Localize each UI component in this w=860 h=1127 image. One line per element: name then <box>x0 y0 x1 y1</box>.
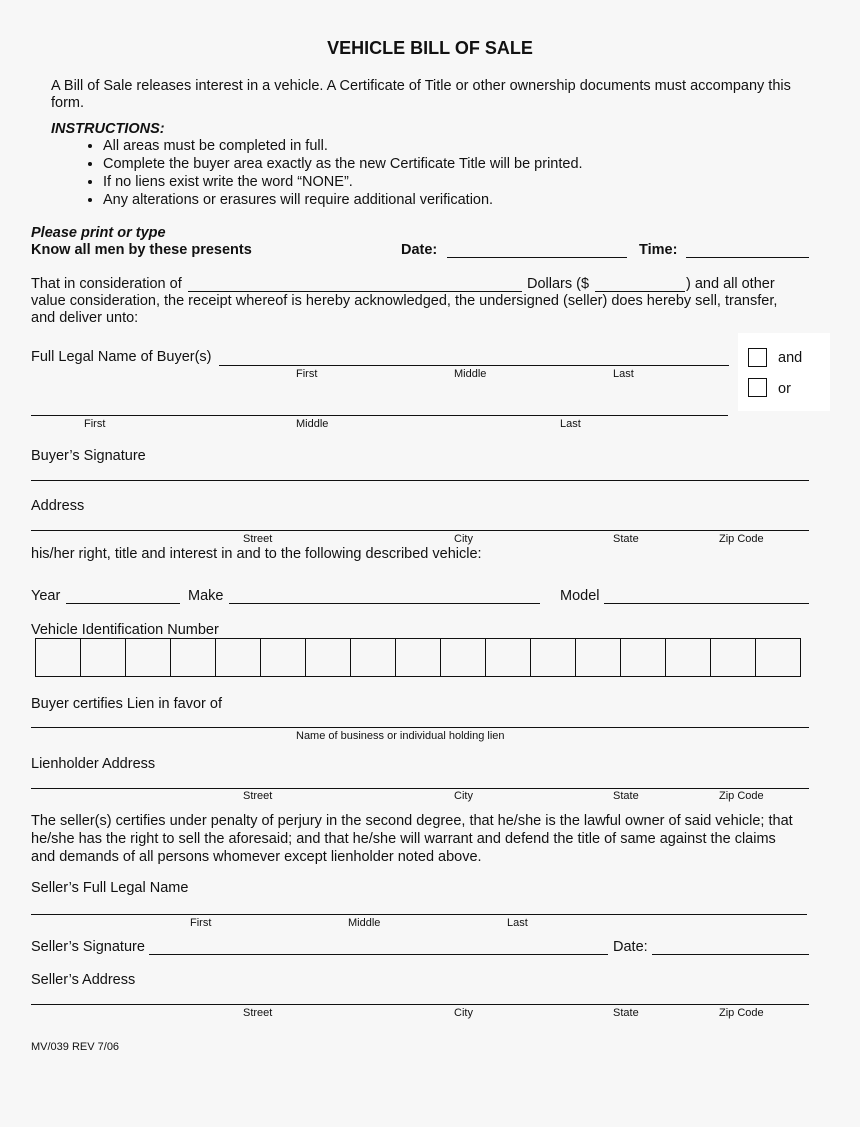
date-field[interactable] <box>447 257 627 258</box>
year-field[interactable] <box>66 603 180 604</box>
seller-first-caption: First <box>190 917 212 929</box>
instruction-item: • If no liens exist write the word “NONE”. <box>103 173 583 191</box>
dollars-label: Dollars ($ <box>527 276 590 292</box>
instruction-item: • All areas must be completed in full. <box>103 137 583 155</box>
and-checkbox[interactable] <box>748 348 767 367</box>
print-note: Please print or type <box>31 225 166 241</box>
street-caption: Street <box>243 790 273 802</box>
buyer-name-label: Full Legal Name of Buyer(s) <box>31 349 212 365</box>
buyer-address-field[interactable] <box>31 530 809 531</box>
seller-last-caption: Last <box>507 917 528 929</box>
buyer2-last-caption: Last <box>560 418 581 430</box>
buyer-signature-field[interactable] <box>31 480 809 481</box>
lien-holder-caption: Name of business or individual holding lien <box>296 730 505 742</box>
make-field[interactable] <box>229 603 540 604</box>
vin-box[interactable] <box>81 639 126 676</box>
time-field[interactable] <box>686 257 809 258</box>
vin-box[interactable] <box>171 639 216 676</box>
vin-box[interactable] <box>486 639 531 676</box>
vehicle-intro: his/her right, title and interest in and to the following described vehicle: <box>31 546 482 562</box>
vin-box[interactable] <box>441 639 486 676</box>
zip-caption: Zip Code <box>719 533 764 545</box>
page-title: VEHICLE BILL OF SALE <box>327 38 533 58</box>
year-label: Year <box>31 588 61 604</box>
seller-address-label: Seller’s Address <box>31 972 136 988</box>
seller-signature-field[interactable] <box>149 954 608 955</box>
vin-boxes <box>35 638 801 677</box>
instruction-item: • Any alterations or erasures will require additional verification. <box>103 191 583 209</box>
consideration-prefix: That in consideration of <box>31 276 182 292</box>
city-caption: City <box>454 1007 473 1019</box>
vin-box[interactable] <box>36 639 81 676</box>
vin-box[interactable] <box>351 639 396 676</box>
make-label: Make <box>188 588 224 604</box>
vin-box[interactable] <box>621 639 666 676</box>
model-field[interactable] <box>604 603 809 604</box>
vin-box[interactable] <box>126 639 171 676</box>
vin-box[interactable] <box>666 639 711 676</box>
vin-box[interactable] <box>261 639 306 676</box>
city-caption: City <box>454 533 473 545</box>
zip-caption: Zip Code <box>719 1007 764 1019</box>
consideration-suffix: ) and all other <box>686 276 775 292</box>
or-checkbox[interactable] <box>748 378 767 397</box>
vin-box[interactable] <box>216 639 261 676</box>
vin-box[interactable] <box>531 639 576 676</box>
know-all-label: Know all men by these presents <box>31 242 252 258</box>
form-number: MV/039 REV 7/06 <box>31 1041 120 1053</box>
lien-label: Buyer certifies Lien in favor of <box>31 696 223 712</box>
consideration-line-3: and deliver unto: <box>31 310 139 326</box>
vin-box[interactable] <box>711 639 756 676</box>
street-caption: Street <box>243 1007 273 1019</box>
intro-line-2: form. <box>51 95 85 111</box>
instructions-list <box>51 137 583 209</box>
date-label: Date: <box>401 242 438 258</box>
buyer-signature-label: Buyer’s Signature <box>31 448 146 464</box>
seller-middle-caption: Middle <box>348 917 381 929</box>
state-caption: State <box>613 1007 639 1019</box>
lien-holder-field[interactable] <box>31 727 809 728</box>
time-label: Time: <box>639 242 678 258</box>
consideration-amount-words-field[interactable] <box>188 291 522 292</box>
vin-box[interactable] <box>396 639 441 676</box>
instruction-item: • Complete the buyer area exactly as the new Certificate Title will be printed. <box>103 155 583 173</box>
buyer-first-caption: First <box>296 368 318 380</box>
and-or-panel <box>738 333 830 411</box>
instructions-heading: INSTRUCTIONS: <box>51 121 165 137</box>
model-label: Model <box>560 588 600 604</box>
buyer2-middle-caption: Middle <box>296 418 329 430</box>
and-label: and <box>778 350 803 366</box>
seller-date-field[interactable] <box>652 954 809 955</box>
vin-box[interactable] <box>576 639 621 676</box>
seller-address-field[interactable] <box>31 1004 809 1005</box>
state-caption: State <box>613 790 639 802</box>
buyer-middle-caption: Middle <box>454 368 487 380</box>
buyer-last-caption: Last <box>613 368 634 380</box>
buyer-name-field-1[interactable] <box>219 365 729 366</box>
zip-caption: Zip Code <box>719 790 764 802</box>
vin-box[interactable] <box>306 639 351 676</box>
street-caption: Street <box>243 533 273 545</box>
state-caption: State <box>613 533 639 545</box>
seller-name-label: Seller’s Full Legal Name <box>31 880 189 896</box>
seller-signature-label: Seller’s Signature <box>31 939 145 955</box>
dollars-amount-field[interactable] <box>595 291 685 292</box>
buyer2-first-caption: First <box>84 418 106 430</box>
certification-line-2: he/she has the right to sell the aforesaid; and that he/she will warrant and defend the title of same against the claims <box>31 831 776 847</box>
seller-name-field[interactable] <box>31 914 807 915</box>
intro-line-1: A Bill of Sale releases interest in a vehicle. A Certificate of Title or other ownership documents must accompany this <box>51 78 791 94</box>
or-label: or <box>778 381 791 397</box>
seller-date-label: Date: <box>613 939 648 955</box>
vin-box[interactable] <box>756 639 800 676</box>
lienholder-address-field[interactable] <box>31 788 809 789</box>
city-caption: City <box>454 790 473 802</box>
lienholder-address-label: Lienholder Address <box>31 756 156 772</box>
buyer-name-field-2[interactable] <box>31 415 728 416</box>
certification-line-3: and demands of all persons whomever except lienholder noted above. <box>31 849 482 865</box>
consideration-line-2: value consideration, the receipt whereof is hereby acknowledged, the undersigned (seller) does hereby sell, transfer, <box>31 293 778 309</box>
buyer-address-label: Address <box>31 498 85 514</box>
certification-line-1: The seller(s) certifies under penalty of perjury in the second degree, that he/she is the lawful owner of said vehicle; that <box>31 813 793 829</box>
vin-label: Vehicle Identification Number <box>31 622 219 638</box>
